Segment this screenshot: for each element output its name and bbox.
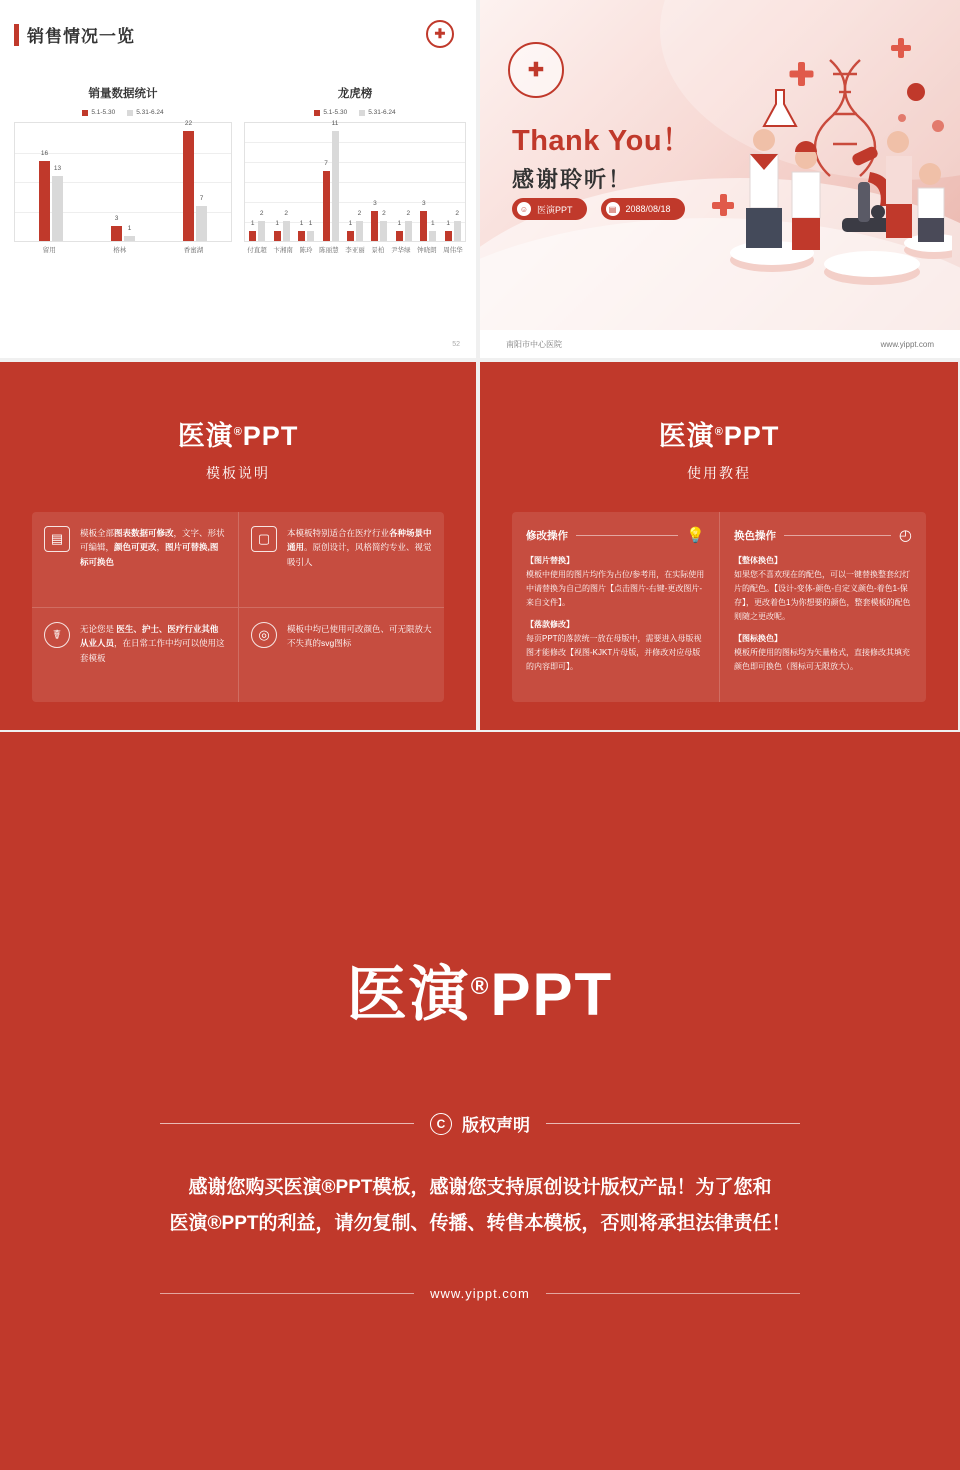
author-label: 医演PPT [537, 204, 573, 215]
card-text: 模板全部图表数据可修改，文字、形状可编辑，颜色可更改，图片可替换,图标可换色 [80, 528, 225, 567]
slide-footer [480, 330, 960, 358]
legend-swatch-red [82, 110, 88, 116]
tutorial-section-recolor [719, 512, 926, 702]
copyright-title-group [430, 1111, 530, 1136]
bar-group [445, 123, 461, 241]
x-label: 周伟华 [443, 247, 463, 254]
tutorial-item: 【落款修改】 每页PPT的落款统一放在母版中，需要进入母版视图才能修改【视图-KJKT片母版，并修改对应母版的内容即可】。 [526, 620, 702, 671]
chart-legend [244, 109, 466, 116]
brand-block [0, 414, 476, 483]
bar [371, 200, 378, 241]
bar-group [347, 123, 363, 241]
medical-team-illustration [702, 22, 952, 302]
bar [274, 220, 281, 241]
bulb-icon: 💡 [686, 527, 705, 544]
tutorial-section-edit [512, 512, 719, 702]
website-url[interactable]: www.yippt.com [430, 1286, 530, 1302]
divider [576, 535, 678, 536]
hospital-crest-icon: ✚ [426, 20, 454, 48]
bar-group-container [245, 120, 465, 241]
ball-icon: ◎ [251, 622, 277, 648]
bar-value: 3 [114, 215, 119, 222]
divider [546, 1293, 800, 1294]
bar [454, 210, 461, 241]
x-label: 榕林 [113, 247, 127, 254]
bar-value: 2 [406, 210, 411, 217]
bar-value: 7 [324, 160, 328, 167]
x-label: 付直超 [247, 247, 267, 254]
calendar-icon: ▤ [606, 202, 620, 216]
slide-usage-tutorial [480, 362, 958, 730]
bar [283, 210, 290, 241]
slide1-title-bar [14, 22, 135, 47]
bar [258, 210, 265, 241]
slide-sales-overview [0, 0, 478, 360]
thank-you-block [512, 118, 692, 194]
bar [429, 220, 436, 241]
bar-value: 3 [421, 200, 426, 207]
author-pill [512, 198, 587, 220]
bar [298, 220, 305, 241]
website-row [160, 1286, 800, 1301]
thank-you-cn: 感谢聆听！ [512, 167, 633, 192]
bar-group [420, 123, 436, 241]
slide-subtitle: 使用教程 [687, 465, 751, 481]
bar-value: 1 [348, 220, 353, 227]
copyright-icon: C [430, 1113, 452, 1135]
legend-label: 5.1-5.30 [323, 109, 348, 116]
bar-group-container [15, 120, 231, 241]
user-icon: ☺ [517, 202, 531, 216]
bar-value: 2 [455, 210, 460, 217]
x-label: 尹华绿 [390, 247, 411, 254]
book-icon: ▤ [44, 526, 70, 552]
bar-value: 1 [397, 220, 402, 227]
description-card [238, 512, 444, 607]
copyright-line: 感谢您购买医演®PPT模板，感谢您支持原创设计版权产品！为了您和 [188, 1177, 772, 1198]
x-label: 卞湘南 [273, 247, 293, 254]
legend-swatch-gray [127, 110, 133, 116]
brand-logo-large: 医演®PPT [346, 961, 614, 1028]
divider [546, 1123, 800, 1124]
bar-value: 2 [357, 210, 362, 217]
tutorial-sections [512, 512, 926, 702]
copyright-body [130, 1170, 830, 1242]
card-text: 模板中均已使用可改颜色、可无限放大不失真的svg图标 [287, 624, 432, 649]
bar-group [111, 123, 135, 241]
legend-item [314, 109, 347, 116]
copyright-title: 版权声明 [462, 1116, 530, 1135]
bar-group [323, 120, 339, 241]
chart-plot-area [14, 122, 232, 242]
tutorial-item: 【图片替换】 模板中使用的图片均作为占位/参考用，在实际使用中请替换为自己的图片【点击图片-右键-更改图片-来自文件】。 [526, 556, 705, 607]
bar [196, 195, 207, 241]
chart-title: 龙虎榜 [337, 88, 373, 100]
section-header [526, 526, 705, 544]
section-title: 修改操作 [526, 529, 568, 542]
bar [331, 120, 339, 241]
bar [52, 165, 63, 241]
footer-hospital-name: 南阳市中心医院 [506, 339, 562, 349]
footer-website: www.yippt.com [880, 339, 934, 349]
bar-group [249, 123, 265, 241]
bar-group [39, 123, 63, 241]
chart-title: 销量数据统计 [88, 88, 158, 100]
palette-icon: ◴ [898, 527, 912, 544]
bar [347, 220, 354, 241]
legend-swatch-gray [359, 110, 365, 116]
bar-group [298, 123, 314, 241]
bar-value: 16 [40, 150, 49, 157]
chart-x-axis-labels [244, 245, 466, 254]
slide-template-description [0, 362, 478, 730]
x-label: 李亚丽 [345, 247, 365, 254]
bar-group [371, 123, 387, 241]
bar-group [183, 120, 207, 241]
bar [111, 215, 122, 241]
description-card-grid [32, 512, 444, 702]
x-label: 陈玲 [299, 247, 313, 254]
date-pill [601, 198, 685, 220]
meta-pills [512, 198, 685, 220]
hospital-crest-icon: ✚ [508, 42, 564, 98]
bar-value: 3 [373, 200, 377, 207]
bar [356, 210, 363, 241]
description-card [32, 607, 238, 702]
bar [39, 150, 50, 241]
bar-value: 2 [259, 210, 264, 217]
page-number: 52 [452, 341, 460, 348]
bar [396, 220, 403, 241]
section-title: 换色操作 [734, 529, 776, 542]
box-icon: ▢ [251, 526, 277, 552]
date-label: 2088/08/18 [625, 204, 671, 214]
x-label: 陈丽慧 [319, 247, 339, 254]
description-card [238, 607, 444, 702]
card-text: 本模板特别适合在医疗行业各种场景中通用。原创设计，风格简约专业、视觉吸引人 [287, 528, 432, 567]
legend-item [359, 109, 395, 116]
doctor-icon: ☤ [44, 622, 70, 648]
section-header [734, 526, 912, 544]
chart-leaderboard [244, 85, 466, 254]
bar-value: 22 [184, 120, 193, 127]
bar-value: 2 [284, 210, 288, 217]
bar-value: 2 [382, 210, 386, 217]
chart-x-axis-labels [14, 245, 232, 254]
x-label: 留用 [42, 247, 56, 254]
brand-block [480, 414, 958, 483]
tutorial-item: 【图标换色】 模板所使用的图标均为矢量格式，直接修改其填充颜色即可换色（图标可无限放大）。 [734, 634, 910, 671]
slide-copyright [0, 732, 960, 1470]
bar-value: 1 [430, 220, 435, 227]
bar-value: 1 [127, 225, 132, 232]
slide-subtitle: 模板说明 [206, 465, 270, 481]
description-card [32, 512, 238, 607]
divider [160, 1293, 414, 1294]
bar-value: 1 [299, 220, 304, 227]
legend-label: 5.31-6.24 [136, 109, 164, 116]
legend-label: 5.31-6.24 [368, 109, 396, 116]
card-text: 无论您是 医生、护士、医疗行业其他从业人员，在日常工作中均可以使用这套模板 [80, 624, 225, 663]
bar-group [396, 123, 412, 241]
bar [445, 220, 452, 241]
brand-logo: 医演®PPT [658, 421, 780, 451]
bar-group [274, 123, 290, 241]
legend-label: 5.1-5.30 [91, 109, 116, 116]
bar [124, 225, 135, 241]
chart-sales-statistics [14, 85, 232, 254]
x-label: 景柏 [371, 247, 385, 254]
legend-item [127, 109, 163, 116]
bar [249, 220, 256, 241]
bar [183, 120, 194, 241]
chart-legend [14, 109, 232, 116]
brand-logo: 医演®PPT [177, 421, 299, 451]
divider [160, 1123, 414, 1124]
bar-value: 1 [250, 220, 255, 227]
legend-item [82, 109, 115, 116]
bar-value: 11 [331, 120, 339, 127]
bar-value: 13 [53, 165, 62, 172]
bar-value: 1 [308, 220, 313, 227]
bar-value: 1 [446, 220, 451, 227]
copyright-line: 医演®PPT的利益，请勿复制、传播、转售本模板，否则将承担法律责任！ [169, 1213, 791, 1235]
copyright-heading [160, 1111, 800, 1136]
legend-swatch-red [314, 110, 320, 116]
slide-thank-you [480, 0, 960, 360]
bar-value: 1 [275, 220, 279, 227]
bar [405, 210, 412, 241]
tutorial-item: 【整体换色】 如果您不喜欢现在的配色，可以一键替换整套幻灯片的配色。【设计-变体-颜色-自定义颜色-着色1-保存】，更改着色1为你想要的颜色，整套模板的配色则随之更改呢。 [734, 556, 911, 621]
bar [380, 210, 387, 241]
title-accent-bar [14, 24, 19, 46]
thank-you-en: Thank You！ [512, 125, 692, 157]
divider [784, 535, 891, 536]
bar [323, 160, 330, 241]
chart-plot-area [244, 122, 466, 242]
page-title: 销售情况一览 [27, 27, 135, 46]
bar-value: 7 [199, 195, 204, 202]
x-label: 钟晓朗 [417, 247, 437, 254]
x-label: 香蜜湖 [183, 247, 204, 254]
bar [420, 200, 427, 241]
bar [307, 220, 314, 241]
